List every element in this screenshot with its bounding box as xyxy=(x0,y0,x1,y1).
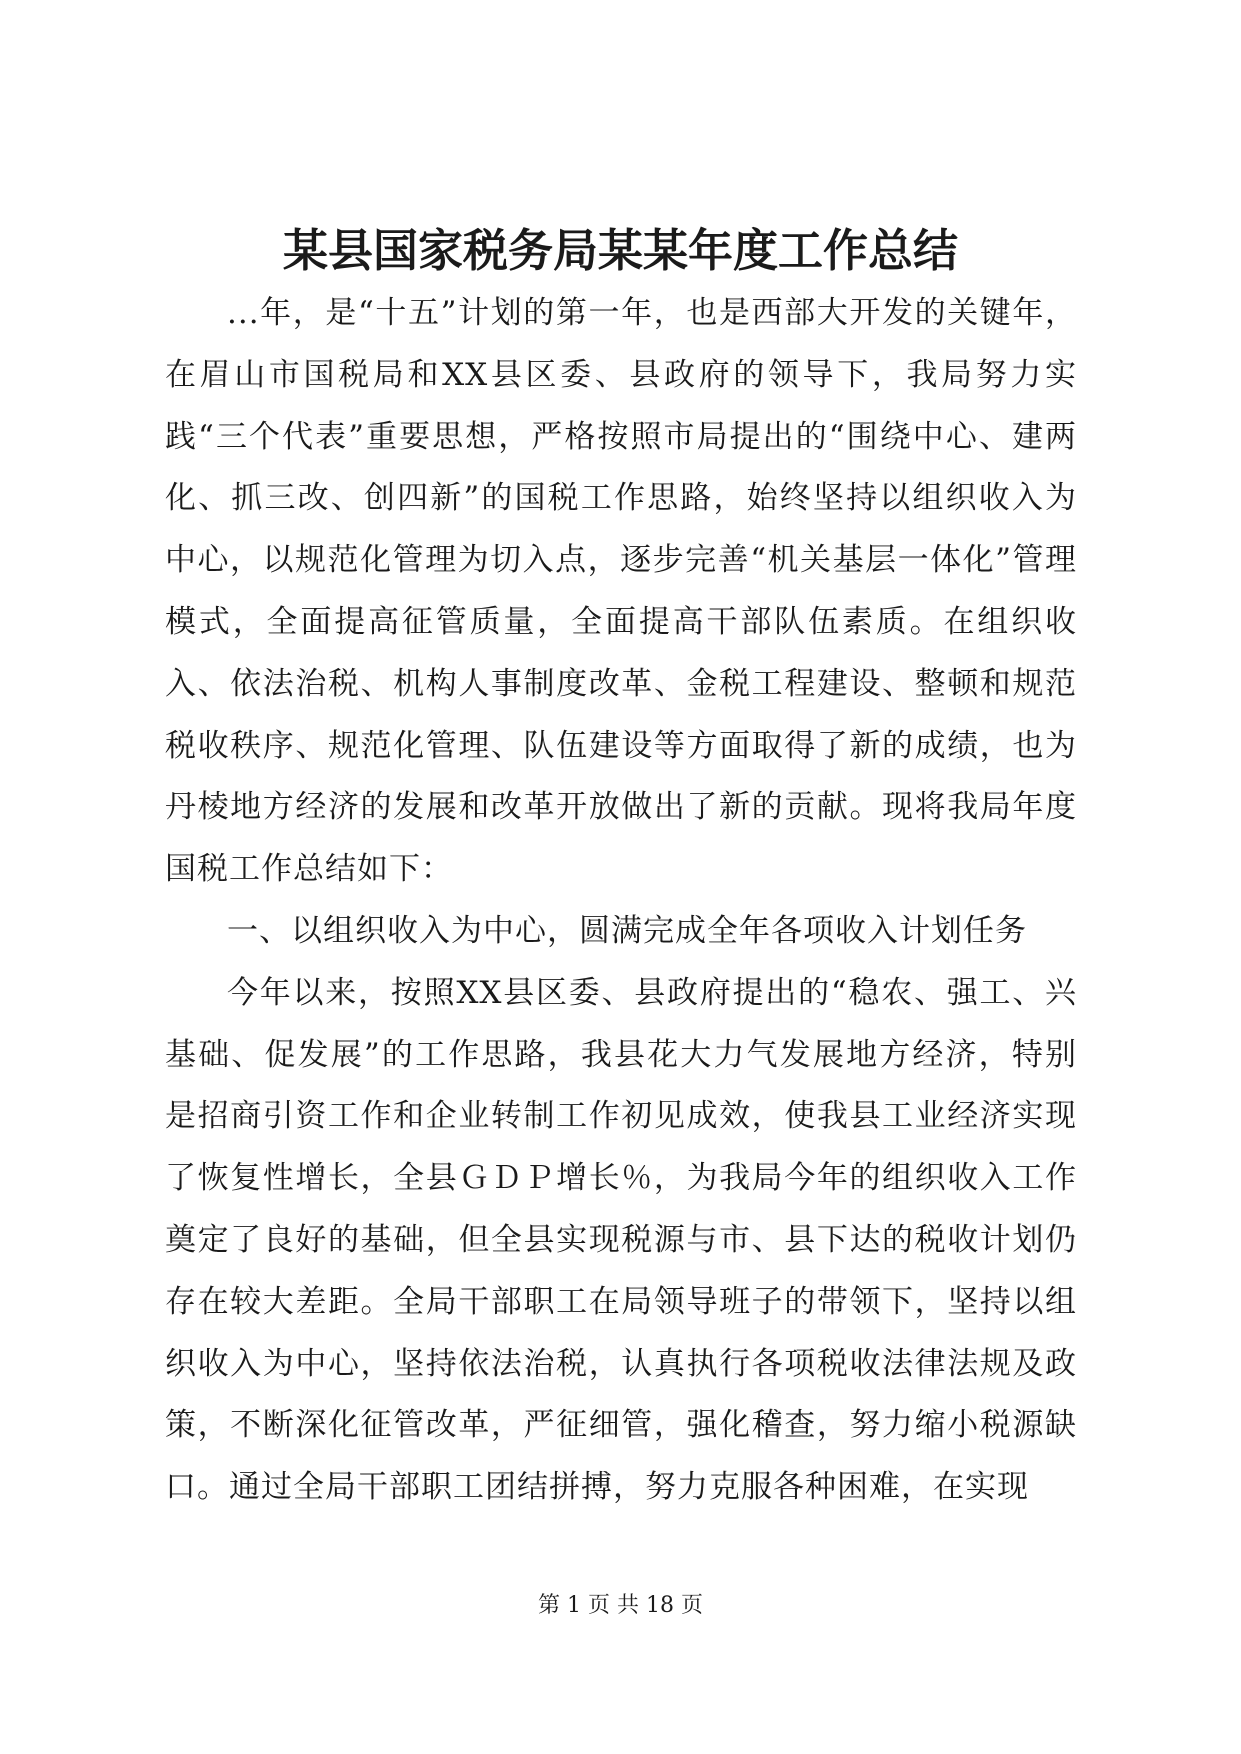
document-title: 某县国家税务局某某年度工作总结 xyxy=(282,224,958,277)
page-number-footer: 第 1 页 共 18 页 xyxy=(538,1593,703,1618)
paragraph-section-1: 今年以来，按照XX县区委、县政府提出的“稳农、强工、兴基础、促发展”的工作思路，我县花大力气发展地方经济，特别是招商引资工作和企业转制工作初见成效，使我县工业经济实现了恢复性增长，全县ＧＤＰ增长％，为我局今年的组织收入工作奠定了良好的基础，但全县实现税源与市、县下达的税收计划仍存在较大差距。全局干部职工在局领导班子的带领下，坚持以组织收入为中心，坚持依法治税，认真执行各项税收法律法规及政策，不断深化征管改革，严征细管，强化稽查，努力缩小税源缺口。通过全局干部职工团结拼搏，努力克服各种困难，在实现 xyxy=(165,974,1077,1506)
section-heading-1: 一、以组织收入为中心，圆满完成全年各项收入计划任务 xyxy=(227,912,1027,949)
document-body xyxy=(165,283,1077,1519)
paragraph-intro: ...年，是“十五”计划的第一年，也是西部大开发的关键年，在眉山市国税局和XX县区委、县政府的领导下，我局努力实践“三个代表”重要思想，严格按照市局提出的“围绕中心、建两化、抓三改、创四新”的国税工作思路，始终坚持以组织收入为中心，以规范化管理为切入点，逐步完善“机关基层一体化”管理模式，全面提高征管质量，全面提高干部队伍素质。在组织收入、依法治税、机构人事制度改革、金税工程建设、整顿和规范税收秩序、规范化管理、队伍建设等方面取得了新的成绩，也为丹棱地方经济的发展和改革开放做出了新的贡献。现将我局年度国税工作总结如下： xyxy=(165,295,1077,888)
